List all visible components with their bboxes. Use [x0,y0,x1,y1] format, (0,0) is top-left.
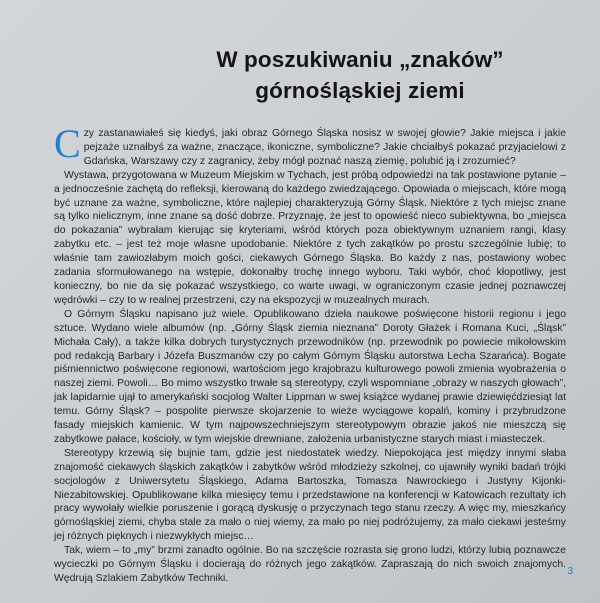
paragraph-1 [54,121,566,169]
paragraph-1-text: zy zastanawiałeś się kiedyś, jaki obraz Górnego Śląska nosisz w swojej głowie? Jakie miejsca i jakie pejzaże uznałbyś za ważne, znaczące, ikoniczne, symboliczne? Jakie chciałbyś pokazać przyjacielowi z Gdańska, Warszawy czy z zagranicy, żeby mógł poznać naszą ziemię, polubić ją i zrozumieć? [83,128,566,167]
paragraph-4: Stereotypy krzewią się bujnie tam, gdzie jest niedostatek wiedzy. Niepokojąca jest między innymi słaba znajomość ciekawych śląskich zakątków i zabytków wśród młodzieży szkolnej, co ujawniły wyniki badań trójki socjologów z Uniwersytetu Śląskiego, Adama Bartoszka, Tomasza Nawrockiego i Justyny Kijonki-Niezabitowskiej. Opublikowane kilka miesięcy temu i przedstawione na konferencji w Katowicach rezultaty ich pracy wywołały wielkie poruszenie i gorącą dyskusję o przyczynach tego stanu rzeczy. A więc my, mieszkańcy górnośląskiej ziemi, chyba stale za mało o niej wiemy, za mało po niej podróżujemy, za mało ciekawi jesteśmy jej różnych pięknych i niezwykłych miejsc… [54,447,566,543]
paragraph-3: O Górnym Śląsku napisano już wiele. Opublikowano dzieła naukowe poświęcone historii regionu i jego sztuce. Wydano wiele albumów (np. „Górny Śląsk ziemia nieznana” Doroty Głażek i Romana Kuci, „Śląsk” Michała Cały), a także kilka dobrych turystycznych przewodników (np. przewodnik po powiecie mikołowskim pod redakcją Barbary i Józefa Buszmanów czy po całym Górnym Śląsku autorstwa Lecha Szarańca). Bogate piśmiennictwo poświęcone regionowi, wartościom jego krajobrazu kulturowego powoli zmienia wyobrażenia o naszej ziemi. Powoli… Bo mimo wszystko trwałe są stereotypy, czyli wspomniane „obrazy w naszych głowach”, jak lapidarnie ujął to amerykański socjolog Walter Lippman w swej książce wydanej prawie dziewięćdziesiąt lat temu. Górny Śląsk? – pospolite pierwsze skojarzenie to wieże wyciągowe kopalń, kominy i przybrudzone fasady miejskich kamienic. W tym najpowszechniejszym stereotypowym obrazie jakoś nie mieszczą się zabytkowe pałace, kościoły, w tym wiejskie drewniane, założenia urbanistyczne starych miast i miasteczek. [54,308,566,445]
article-title [150,44,570,106]
paragraph-5: Tak, wiem – to „my” brzmi zanadto ogólnie. Bo na szczęście rozrasta się grono ludzi, którzy lubią poznawcze wycieczki po Górnym Śląsku i docierają do różnych jego zakątków. Zapraszają do nich swoich znajomych. Wędrują Szlakiem Zabytków Techniki. [54,545,566,584]
article-body [54,121,566,586]
paragraph-2: Wystawa, przygotowana w Muzeum Miejskim w Tychach, jest próbą odpowiedzi na tak postawione pytanie – a jednocześnie zachętą do refleksji, kierowaną do każdego zwiedzającego. Opowiada o miejscach, które mogą być uznane za ważne, symboliczne, które najlepiej charakteryzują Górny Śląsk. Niektóre z tych miejsc znane są tylko nielicznym, inne znane są dość dobrze. Przyznaję, że jest to opowieść nieco subiektywna, bo „miejsca do pokazania” wybrałam kierując się kryteriami, wśród których poza obiektywnym uznaniem rangi, klasy zabytku etc. – jest też moje własne upodobanie. Niektóre z tych zakątków po prostu szczególnie lubię; to właśnie tam zawiozłabym moich gości, ciekawych Górnego Śląska. Bo każdy z nas, postawiony wobec zadania sformułowanego na wstępie, dokonałby trochę innego wyboru. Taki wybór, choć kłopotliwy, jest konieczny, bo nie da się pokazać wszystkiego, co warte uwagi, w ograniczonym czasie jednej poznawczej wędrówki – czy to w realnej przestrzeni, czy na ekspozycji w muzealnych murach. [54,169,566,306]
page-number: 3 [567,566,573,577]
drop-cap: C [54,121,81,166]
article-title-line-1: W poszukiwaniu „znaków” [216,47,504,72]
article-title-line-2: górnośląskiej ziemi [255,78,465,103]
